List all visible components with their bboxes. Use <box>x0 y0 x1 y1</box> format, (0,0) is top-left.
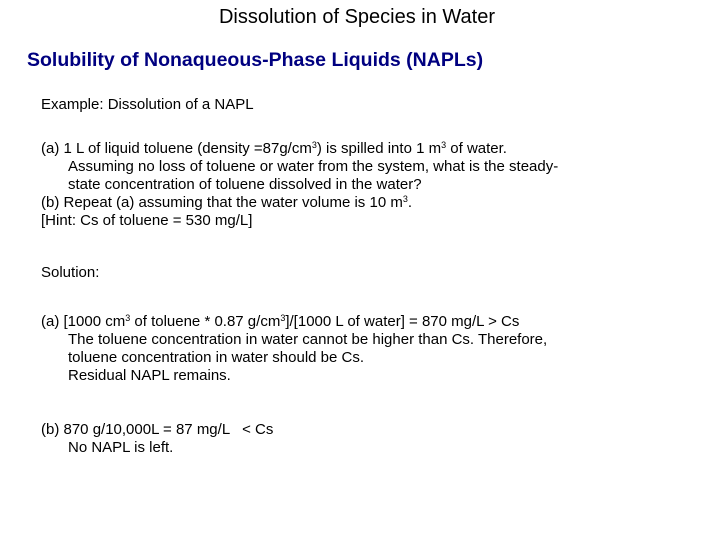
solution-heading: Solution: <box>41 264 100 281</box>
answer-a-line-3: toluene concentration in water should be Cs. <box>68 349 365 366</box>
answer-b-line-2: No NAPL is left. <box>68 439 174 456</box>
answer-a-line-4: Residual NAPL remains. <box>68 367 231 384</box>
question-a-line-2: Assuming no loss of toluene or water from the system, what is the steady- <box>68 158 559 175</box>
question-a-line-1 <box>41 140 558 158</box>
example-heading: Example: Dissolution of a NAPL <box>41 96 254 113</box>
answer-a-text-2: of toluene * 0.87 g/cm <box>130 313 281 330</box>
question-a <box>41 140 558 230</box>
superscript: 3 <box>280 313 286 323</box>
superscript: 3 <box>125 313 131 323</box>
question-a-text-2: ) is spilled into 1 m <box>316 140 442 157</box>
superscript: 3 <box>441 140 447 150</box>
question-a-text-3: of water. <box>446 140 507 157</box>
answer-b <box>41 421 273 457</box>
question-b <box>41 194 558 212</box>
answer-a-line-1 <box>41 313 547 331</box>
superscript: 3 <box>311 140 317 150</box>
answer-a-text-1: (a) [1000 cm <box>41 313 126 330</box>
question-a-text-1: (a) 1 L of liquid toluene (density =87g/cm <box>41 140 312 157</box>
question-b-end: . <box>407 194 413 211</box>
answer-b-line-1: (b) 870 g/10,000L = 87 mg/L < Cs <box>41 421 274 438</box>
answer-a-line-2: The toluene concentration in water cannot be higher than Cs. Therefore, <box>68 331 548 348</box>
answer-a <box>41 313 547 385</box>
hint: [Hint: Cs of toluene = 530 mg/L] <box>41 212 253 229</box>
question-b-text: (b) Repeat (a) assuming that the water volume is 10 m <box>41 194 403 211</box>
slide-title: Dissolution of Species in Water <box>218 6 496 28</box>
slide-subtitle: Solubility of Nonaqueous-Phase Liquids (NAPLs) <box>27 49 484 71</box>
answer-a-text-3: ]/[1000 L of water] = 870 mg/L > Cs <box>285 313 520 330</box>
question-a-line-3: state concentration of toluene dissolved in the water? <box>68 176 422 193</box>
superscript: 3 <box>402 194 408 204</box>
